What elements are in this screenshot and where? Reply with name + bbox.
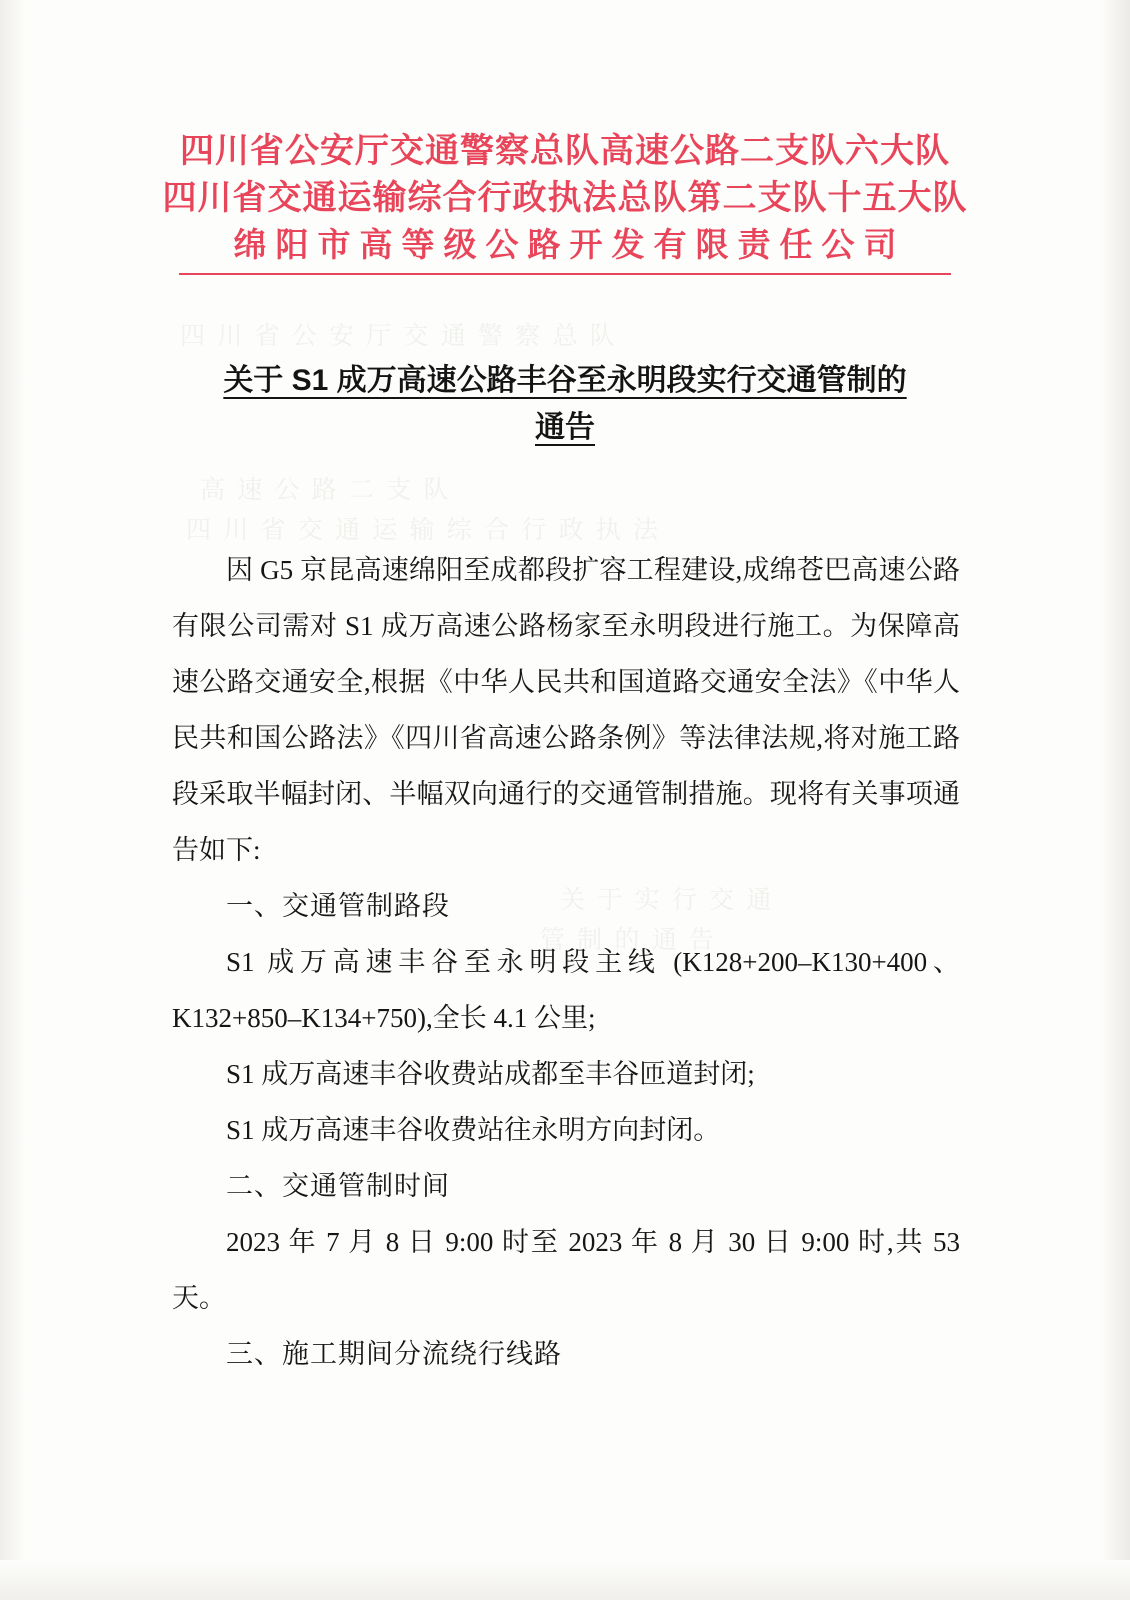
letterhead-line-1: 四川省公安厅交通警察总队高速公路二支队六大队 — [180, 132, 950, 170]
bleed-through-text: 管 制 的 通 告 — [540, 927, 718, 954]
section-1-item-3: S1 成万高速丰谷收费站往永明方向封闭。 — [226, 1115, 721, 1145]
bleed-through-text: 四 川 省 公 安 厅 交 通 警 察 总 队 — [180, 323, 618, 350]
letterhead-line-2: 四川省交通运输综合行政执法总队第二支队十五大队 — [162, 178, 968, 217]
page-title-line-1: 关于 S1 成万高速公路丰谷至永明段实行交通管制的 — [223, 364, 907, 397]
page-title — [170, 358, 960, 451]
letterhead-line-3: 绵阳市高等级公路开发有限责任公司 — [233, 225, 906, 263]
page-title-line-2: 通告 — [535, 410, 595, 444]
section-heading-2: 二、交通管制时间 — [226, 1171, 450, 1201]
letterhead-rule — [179, 273, 951, 275]
letterhead — [0, 128, 1130, 275]
bleed-through-text: 关 于 实 行 交 通 — [560, 887, 775, 914]
page-edge-bottom — [0, 1560, 1130, 1600]
document-body — [172, 542, 960, 1382]
bleed-through-text: 四 川 省 交 通 运 输 综 合 行 政 执 法 — [186, 517, 662, 544]
section-2-item-1: 2023 年 7 月 8 日 9:00 时至 2023 年 8 月 30 日 9:00 时,共 53 天。 — [172, 1227, 960, 1313]
bleed-through-text: 高 速 公 路 二 支 队 — [200, 477, 452, 504]
section-heading-1: 一、交通管制路段 — [226, 891, 450, 921]
body-paragraph-intro: 因 G5 京昆高速绵阳至成都段扩容工程建设,成绵苍巴高速公路有限公司需对 S1 成万高速公路杨家至永明段进行施工。为保障高速公路交通安全,根据《中华人民共和国道路交通安全法》《中华人民共和国公路法》《四川省高速公路条例》等法律法规,将对施工路段采取半幅封闭、半幅双向通行的交通管制措施。现将有关事项通告如下: — [172, 555, 960, 865]
section-1-item-1: S1 成万高速丰谷至永明段主线 (K128+200–K130+400、K132+850–K134+750),全长 4.1 公里; — [172, 947, 960, 1033]
section-heading-3: 三、施工期间分流绕行线路 — [226, 1339, 562, 1369]
section-1-item-2: S1 成万高速丰谷收费站成都至丰谷匝道封闭; — [226, 1059, 755, 1089]
